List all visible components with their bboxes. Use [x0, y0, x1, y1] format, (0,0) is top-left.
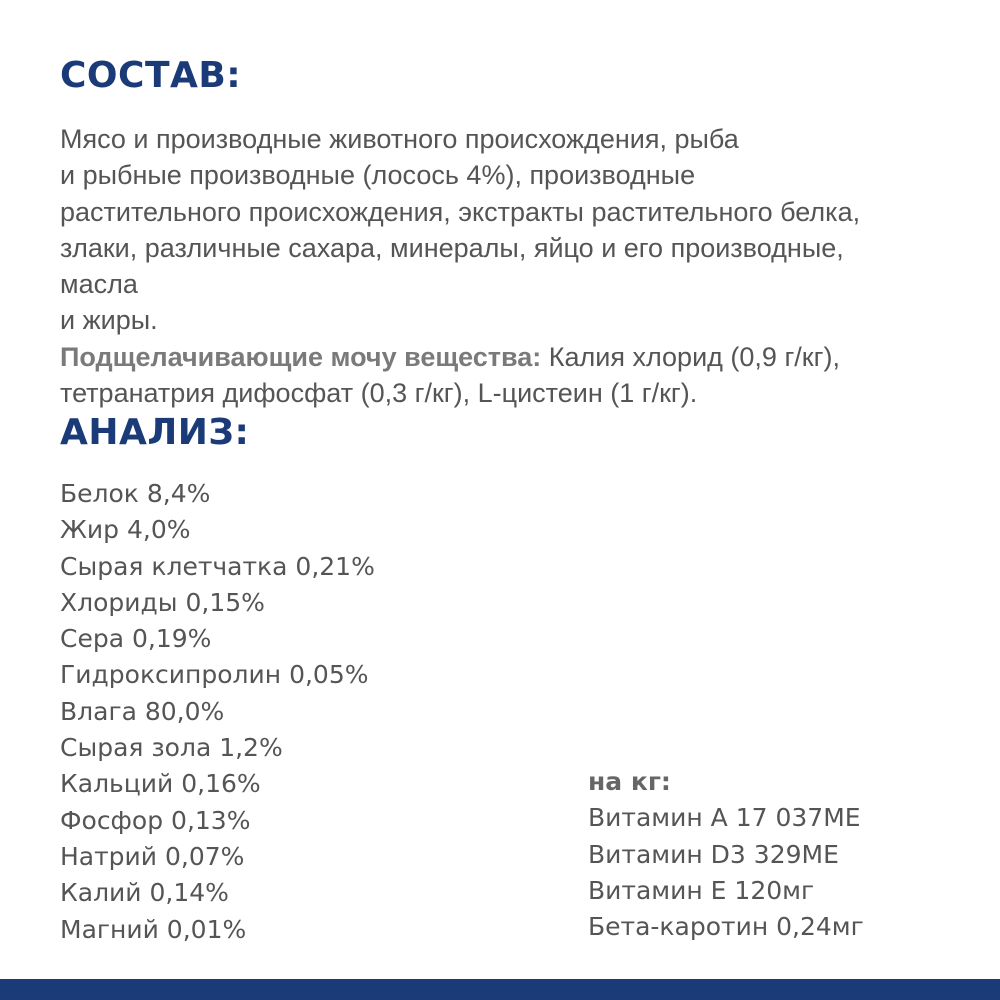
- analysis-item: Сырая зола 1,2%: [60, 733, 283, 763]
- composition-line: и рыбные производные (лосось 4%), производные: [60, 160, 696, 191]
- vitamin-list: [588, 800, 864, 945]
- composition-line: злаки, различные сахара, минералы, яйцо и его производные,: [60, 232, 844, 263]
- analysis-item: Влага 80,0%: [60, 696, 225, 726]
- analysis-item: Жир 4,0%: [60, 515, 191, 545]
- composition-text: [60, 121, 970, 411]
- alkalizing-agents-continued: тетранатрия дифосфат (0,3 г/кг), L-цистеин (1 г/кг).: [60, 378, 698, 409]
- vitamin-item: Витамин D3 329МЕ: [588, 839, 839, 869]
- composition-line: и жиры.: [60, 305, 158, 336]
- alkalizing-agents-label: Подщелачивающие мочу вещества:: [60, 341, 542, 372]
- vitamin-item: Витамин Е 120мг: [588, 875, 815, 905]
- analysis-item: Кальций 0,16%: [60, 769, 261, 799]
- analysis-item: Белок 8,4%: [60, 479, 211, 508]
- bottom-bar: [0, 979, 1000, 1000]
- analysis-list: [60, 476, 375, 948]
- analysis-item: Сырая клетчатка 0,21%: [60, 551, 375, 581]
- analysis-heading: АНАЛИЗ:: [60, 412, 250, 453]
- vitamins-per-kg: [588, 764, 864, 945]
- analysis-item: Магний 0,01%: [60, 914, 247, 944]
- analysis-item: Калий 0,14%: [60, 878, 229, 908]
- vitamin-item: Витамин А 17 037МЕ: [588, 803, 861, 833]
- composition-line: растительного происхождения, экстракты растительного белка,: [60, 196, 861, 227]
- analysis-item: Фосфор 0,13%: [60, 805, 251, 835]
- vitamin-item: Бета-каротин 0,24мг: [588, 912, 864, 942]
- alkalizing-agents: [60, 339, 970, 375]
- composition-heading: СОСТАВ:: [60, 55, 242, 96]
- analysis-item: Гидроксипролин 0,05%: [60, 660, 369, 690]
- analysis-item: Сера 0,19%: [60, 624, 212, 654]
- analysis-item: Натрий 0,07%: [60, 841, 245, 871]
- composition-line: масла: [60, 269, 138, 300]
- per-kg-label: на кг:: [588, 767, 671, 796]
- alkalizing-agents-value: Калия хлорид (0,9 г/кг),: [541, 341, 840, 372]
- analysis-item: Хлориды 0,15%: [60, 587, 265, 617]
- composition-line: Мясо и производные животного происхождения, рыба: [60, 124, 739, 154]
